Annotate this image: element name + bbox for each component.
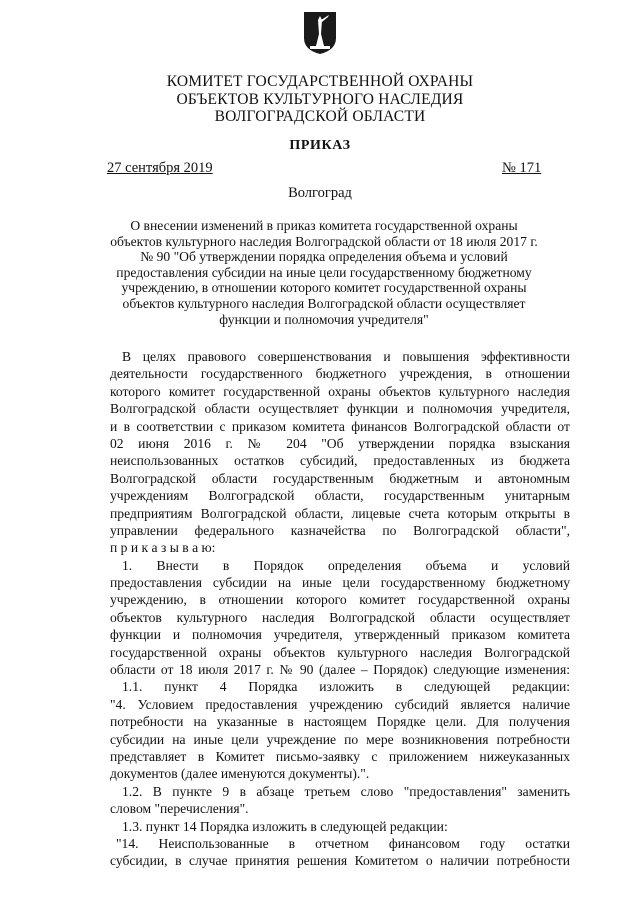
body-line: 1.3. пункт 14 Порядка изложить в следующей редакции: <box>122 818 448 834</box>
body-line: потребности на указанные в настоящем Порядке цели. Для получения <box>110 714 570 730</box>
body-line: представляет в Комитет письмо-заявку с приложением нижеуказанных <box>110 748 570 764</box>
subject-line: О внесении изменений в приказ комитета государственной охраны <box>130 218 518 233</box>
body-line: предприятиям Волгоградской области, лицевые счета которым открыты в <box>110 505 570 521</box>
body-line: государственной охраны объектов культурного наследия Волгоградской <box>110 644 570 660</box>
org-line: ОБЪЕКТОВ КУЛЬТУРНОГО НАСЛЕДИЯ <box>176 90 464 108</box>
body-line: 1. Внести в Порядок определения объема и условий <box>122 557 570 573</box>
body-line: Волгоградской области государственным бюджетным и автономным <box>110 470 570 486</box>
document-subject <box>100 218 548 327</box>
body-line: которого комитет государственной охраны объектов культурного наследия <box>110 383 570 399</box>
document-number: № 171 <box>502 160 542 176</box>
body-line: 1.2. В пункте 9 в абзаце третьем слово "предоставления" заменить <box>122 783 570 799</box>
body-line: документов (далее именуются документы).". <box>110 766 370 782</box>
body-line: В целях правового совершенствования и повышения эффективности <box>122 349 570 364</box>
document-type: ПРИКАЗ <box>289 138 351 153</box>
body-line: учреждениям Волгоградской области, государственным унитарным <box>110 488 570 504</box>
subject-line: учреждению, в отношении которого комитет государственной охраны <box>121 280 527 296</box>
body-line: объектов культурного наследия Волгоградской области осуществляет <box>110 609 570 625</box>
body-line: 1.1. пункт 4 Порядка изложить в следующей редакции: <box>122 679 570 695</box>
body-line: п р и к а з ы в а ю: <box>110 540 216 556</box>
subject-line: объектов культурного наследия Волгоградской области осуществляет <box>122 295 526 311</box>
body-line: субсидии на иные цели учреждение по мере возникновения потребности <box>110 731 570 747</box>
body-line: предоставления субсидии на иные цели государственному бюджетному <box>110 575 570 591</box>
document-date: 27 сентября 2019 <box>107 160 213 176</box>
org-line: ВОЛГОГРАДСКОЙ ОБЛАСТИ <box>214 108 426 125</box>
body-line: "4. Условием предоставления учреждению субсидий является наличие <box>110 696 570 712</box>
body-line: Волгоградской области осуществляет функции и полномочия учредителя, <box>110 401 570 417</box>
body-line: деятельности государственного бюджетного учреждения, в отношении <box>110 366 570 382</box>
body-line: учреждению, в отношении которого комитет государственной охраны <box>110 592 570 608</box>
subject-line: предоставления субсидии на иные цели государственному бюджетному <box>116 264 532 280</box>
body-line: неиспользованных остатков субсидий, предоставленных из бюджета <box>110 453 570 469</box>
body-line: "14. Неиспользованные в отчетном финансовом году остатки <box>116 835 570 851</box>
organization-name <box>100 73 540 126</box>
body-line: субсидии, в случае принятия решения Комитетом о наличии потребности <box>110 853 570 869</box>
subject-line: № 90 "Об утверждении порядка определения объема и условий <box>140 249 508 265</box>
body-line: области от 18 июля 2017 г. № 90 (далее – Порядок) следующие изменения: <box>110 662 570 678</box>
document-body <box>110 348 570 870</box>
volgograd-coat-of-arms-icon <box>302 10 338 55</box>
body-line: функции и полномочия учредителя, утвержденный приказом комитета <box>110 627 570 643</box>
body-line: и в соответствии с приказом комитета финансов Волгоградской области от <box>110 418 570 434</box>
subject-line: объектов культурного наследия Волгоградской области от 18 июля 2017 г. <box>110 233 538 249</box>
subject-line: функции и полномочия учредителя" <box>219 311 429 327</box>
body-line: управлении федерального казначейства по Волгоградской области", <box>110 522 570 538</box>
body-line: словом "перечисления". <box>110 801 249 817</box>
org-line: КОМИТЕТ ГОСУДАРСТВЕННОЙ ОХРАНЫ <box>166 73 474 90</box>
document-city: Волгоград <box>288 185 352 201</box>
body-line: 02 июня 2016 г. № 204 "Об утверждении порядка взыскания <box>110 435 570 451</box>
